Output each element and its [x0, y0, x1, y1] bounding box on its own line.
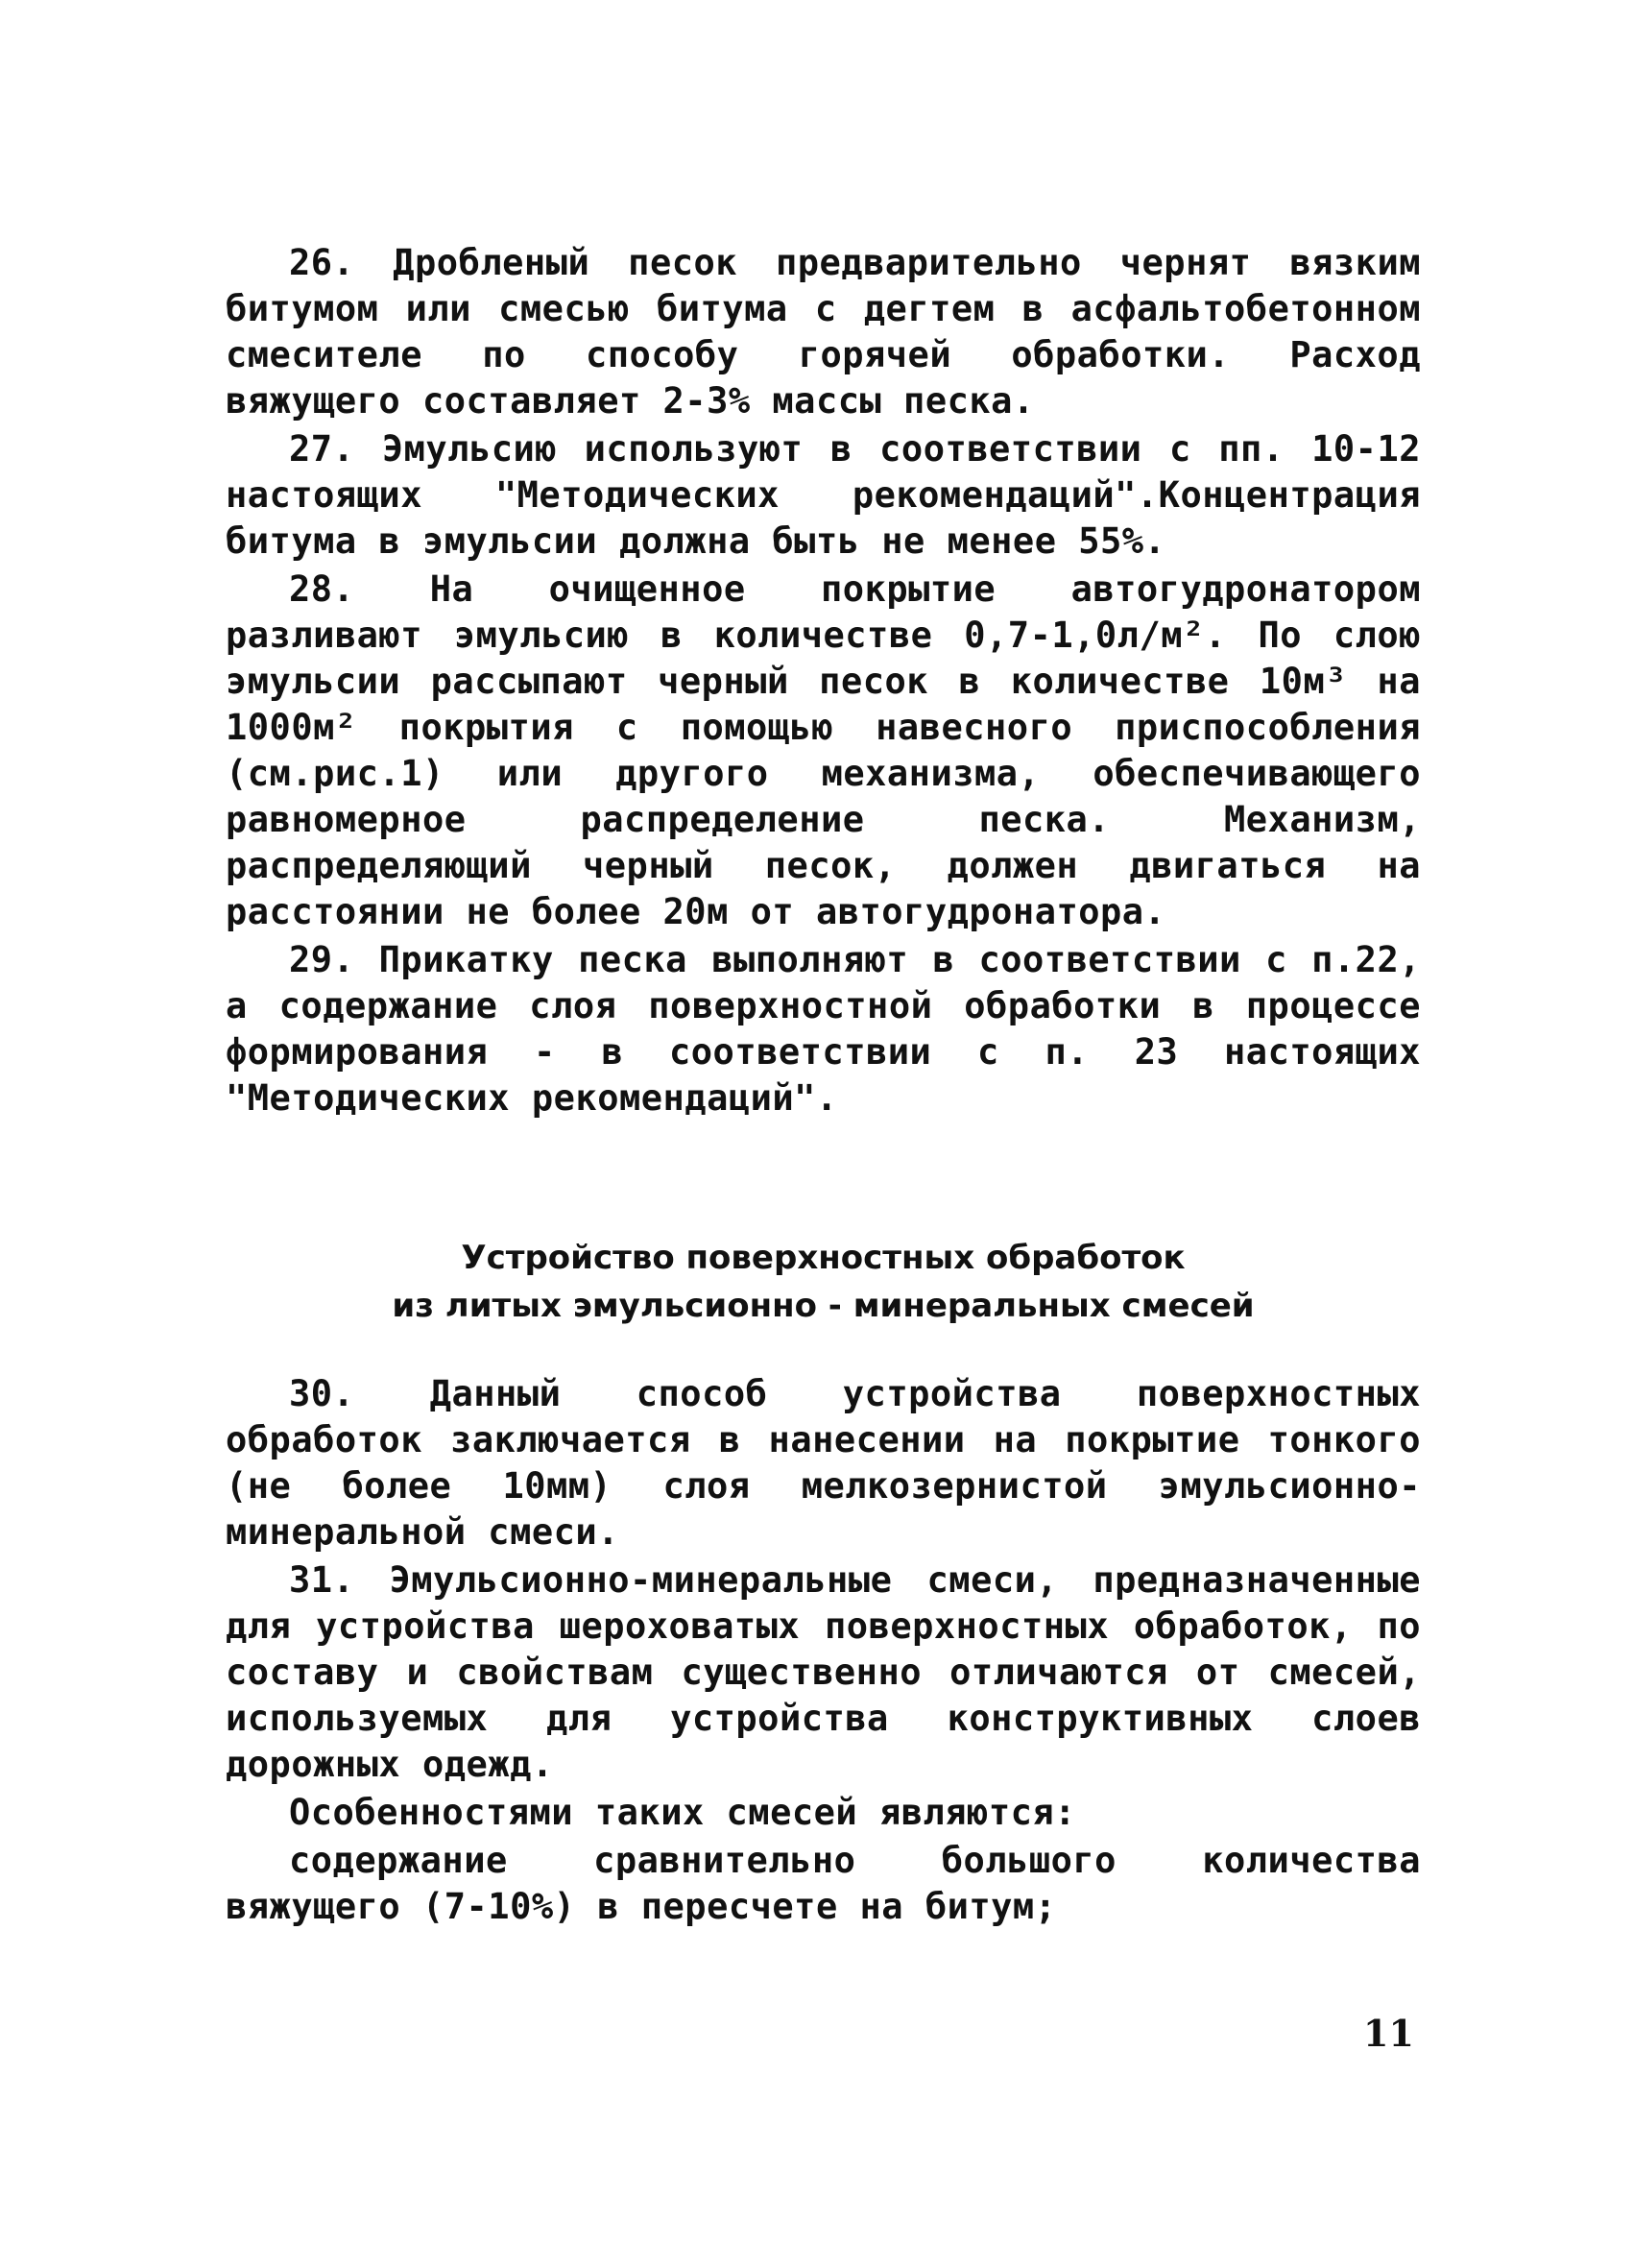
section-heading-line-2: из литых эмульсионно - минеральных смесей — [392, 1287, 1255, 1325]
page-number: 11 — [1363, 2012, 1414, 2055]
paragraph-27: 27. Эмульсию используют в соответствии с пп. 10-12 настоящих "Методических рекомендаций".Концентрация битума в эмульсии должна быть не менее 55%. — [226, 428, 1421, 562]
section-heading — [226, 1234, 1421, 1330]
top-text-block — [226, 240, 1421, 1123]
paragraph-30: 30. Данный способ устройства поверхностных обработок заключается в нанесении на покрытие тонкого (не более 10мм) слоя мелкозернистой эмульсионно-минеральной смеси. — [226, 1373, 1421, 1553]
paragraph-31: 31. Эмульсионно-минеральные смеси, предназначенные для устройства шероховатых поверхностных обработок, по составу и свойствам существенно отличаются от смесей, используемых для устройства конструктивных слоев дорожных одежд. — [226, 1559, 1421, 1785]
paragraph-29: 29. Прикатку песка выполняют в соответствии с п.22, а содержание слоя поверхностной обработки в процессе формирования - в соответствии с п. 23 настоящих "Методических рекомендаций". — [226, 939, 1421, 1119]
section-heading-line-1: Устройство поверхностных обработок — [461, 1239, 1186, 1277]
paragraph-feature-binder: содержание сравнительно большого количества вяжущего (7-10%) в пересчете на битум; — [226, 1840, 1421, 1927]
paragraph-features-intro: Особенностями таких смесей являются: — [289, 1792, 1076, 1833]
paragraph-28: 28. На очищенное покрытие автогудронатором разливают эмульсию в количестве 0,7-1,0л/м². По слою эмульсии рассыпают черный песок в количестве 10м³ на 1000м² покрытия с помощью навесного приспособления (см.рис.1) или другого механизма, обеспечивающего равномерное распределение песка. Механизм, распределяющий черный песок, должен двигаться на расстоянии не более 20м от автогудронатора. — [226, 568, 1421, 932]
paragraph-26: 26. Дробленый песок предварительно чернят вязким битумом или смесью битума с дегтем в асфальтобетонном смесителе по способу горячей обработки. Расход вяжущего составляет 2-3% массы песка. — [226, 242, 1421, 422]
bottom-text-block — [226, 1371, 1421, 1932]
